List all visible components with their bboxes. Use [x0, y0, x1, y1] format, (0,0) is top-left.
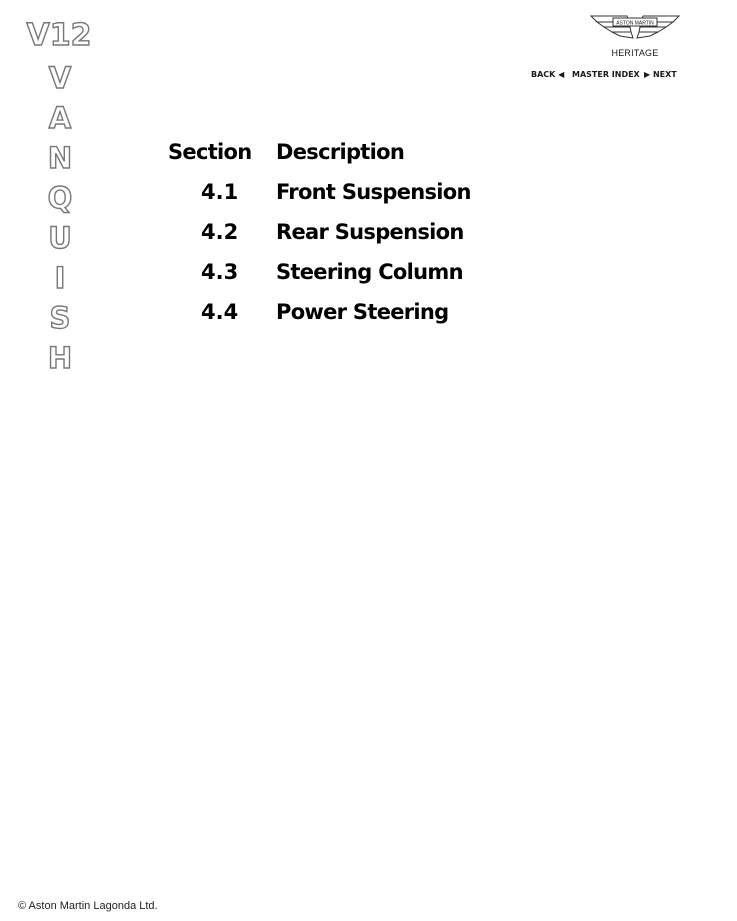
- model-letter-u: U: [48, 221, 72, 255]
- index-entry-steering-column[interactable]: [168, 260, 568, 300]
- model-letter-q: Q: [47, 181, 73, 215]
- model-letter-h: H: [47, 341, 73, 375]
- side-title: [0, 0, 120, 390]
- master-index-link[interactable]: MASTER INDEX: [572, 70, 640, 79]
- next-label: NEXT: [652, 70, 677, 79]
- section-index: [168, 140, 568, 340]
- index-entry-front-suspension[interactable]: [168, 180, 568, 220]
- section-description: Front Suspension: [276, 180, 471, 204]
- section-column-header: Section: [168, 140, 252, 164]
- model-letter-s: S: [49, 301, 71, 335]
- section-description: Steering Column: [276, 260, 463, 284]
- section-number: 4.4: [201, 300, 239, 324]
- side-title-graphic: [0, 0, 120, 390]
- index-header-row: [168, 140, 568, 180]
- model-letter-n: N: [47, 141, 73, 175]
- description-column-header: Description: [276, 140, 405, 164]
- model-letter-i: I: [54, 261, 66, 295]
- model-letter-a: A: [48, 101, 72, 135]
- aston-martin-wings-logo: [587, 12, 683, 44]
- section-description: Rear Suspension: [276, 220, 464, 244]
- section-description: Power Steering: [276, 300, 449, 324]
- section-number: 4.2: [201, 220, 239, 244]
- back-arrow-icon: ◀: [558, 70, 565, 79]
- model-name: V12: [26, 18, 92, 53]
- section-number: 4.1: [201, 180, 239, 204]
- brand-logo: [585, 12, 685, 58]
- section-number: 4.3: [201, 260, 239, 284]
- back-label: BACK: [531, 70, 556, 79]
- vertical-model-letters: [48, 61, 73, 375]
- index-entry-rear-suspension[interactable]: [168, 220, 568, 260]
- next-link[interactable]: [644, 70, 677, 79]
- heritage-label: HERITAGE: [611, 48, 659, 58]
- top-navigation: [531, 70, 691, 82]
- model-letter-v: V: [48, 61, 72, 95]
- copyright-footer: © Aston Martin Lagonda Ltd.: [18, 900, 158, 912]
- logo-text: ASTON MARTIN: [616, 20, 654, 27]
- index-entry-power-steering[interactable]: [168, 300, 568, 340]
- next-arrow-icon: ▶: [644, 70, 651, 79]
- back-link[interactable]: [531, 70, 564, 79]
